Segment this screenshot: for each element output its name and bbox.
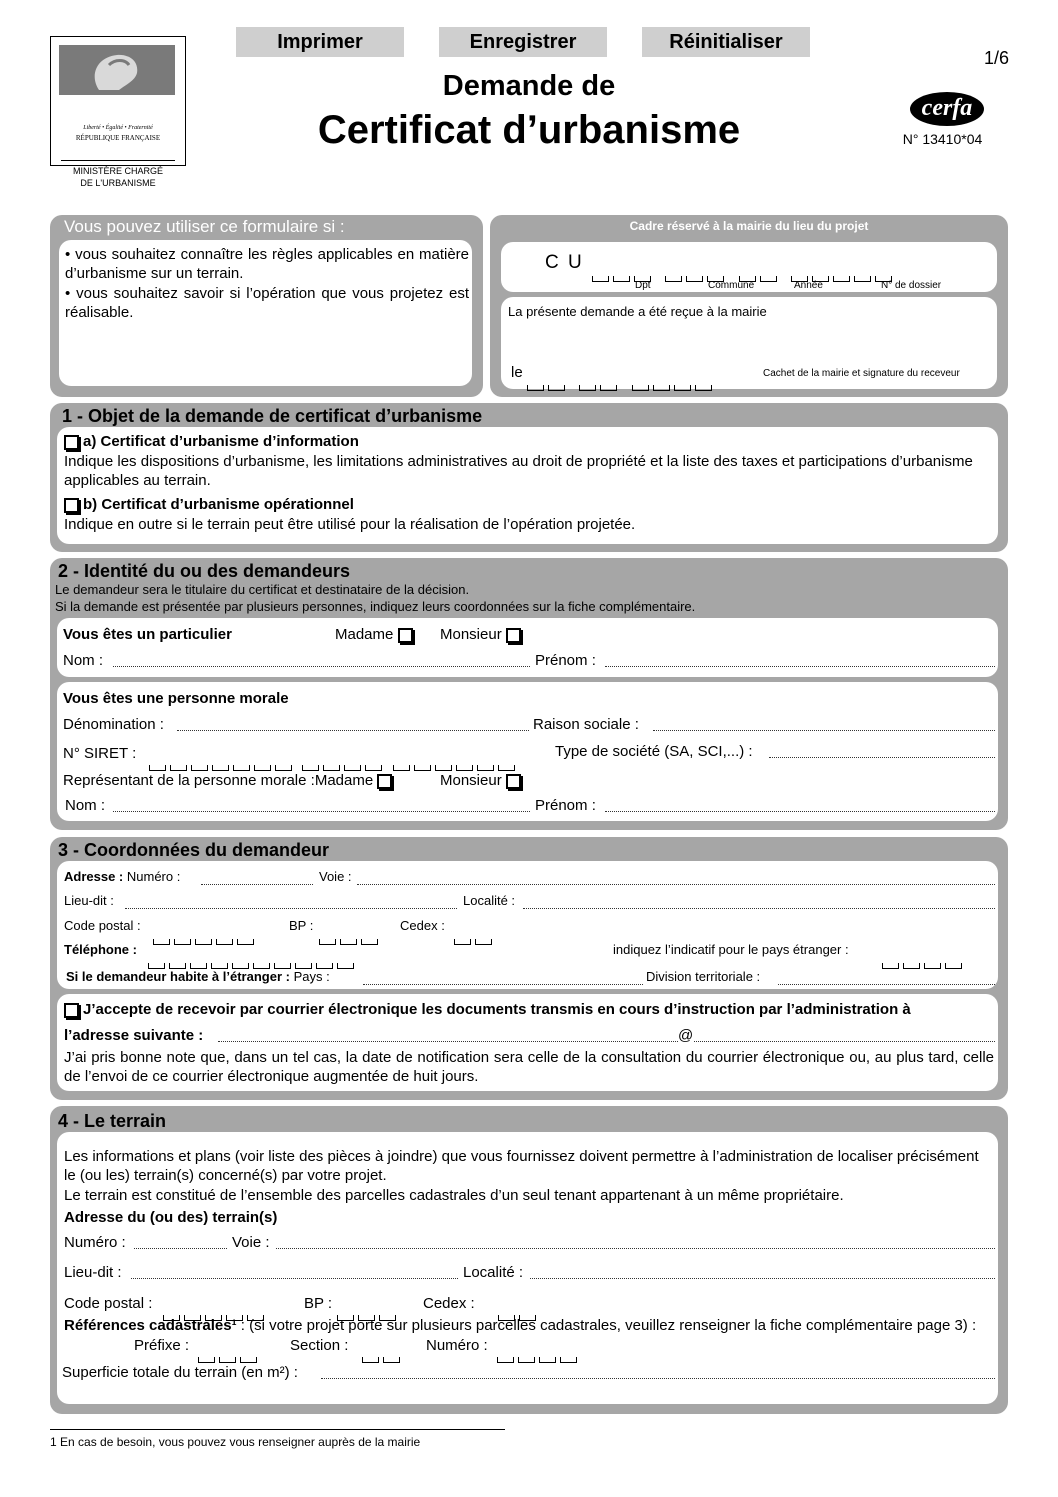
print-button[interactable]: Imprimer bbox=[236, 27, 404, 57]
telephone-boxes[interactable] bbox=[148, 951, 354, 969]
intro-panel bbox=[50, 215, 483, 397]
numero-parcelle-label: Numéro : bbox=[426, 1337, 488, 1354]
ministry-name: MINISTÈRE CHARGÉ DE L'URBANISME bbox=[61, 160, 175, 194]
footnote-rule bbox=[50, 1429, 505, 1430]
checkbox-icon[interactable] bbox=[64, 1003, 79, 1018]
received-text: La présente demande a été reçue à la mairie bbox=[508, 304, 767, 319]
cerfa-number: N° 13410*04 bbox=[902, 131, 983, 147]
cu-label: C U bbox=[545, 252, 584, 273]
section-1-panel bbox=[50, 403, 1008, 552]
numero-parcelle-boxes[interactable] bbox=[497, 1345, 577, 1363]
terrain-cedex-label: Cedex : bbox=[423, 1295, 475, 1312]
date-label: le bbox=[511, 364, 523, 381]
nom-label: Nom : bbox=[63, 652, 104, 669]
monsieur-option[interactable]: Monsieur bbox=[440, 625, 525, 644]
received-date-boxes[interactable] bbox=[527, 373, 712, 391]
voie-label: Voie : bbox=[319, 869, 352, 884]
section-2-note-1: Le demandeur sera le titulaire du certificat et destinataire de la décision. bbox=[55, 582, 470, 597]
republic-name: RÉPUBLIQUE FRANÇAISE bbox=[75, 134, 161, 142]
email-address-label: l’adresse suivante : bbox=[64, 1027, 204, 1044]
telephone-label: Téléphone : bbox=[64, 942, 137, 957]
terrain-paragraph-1: Les informations et plans (voir liste des pièces à joindre) que vous fournissez doivent permettre à l’administration de localiser précisément le (ou les) terrain(s) concerné(s) par votre projet. bbox=[64, 1148, 979, 1184]
adresse-voie-field[interactable] bbox=[357, 870, 995, 885]
email-box bbox=[57, 994, 998, 1091]
checkbox-icon[interactable] bbox=[64, 435, 79, 450]
intro-bullet-1: • vous souhaitez connaître les règles applicables en matière d’urbanisme sur un terrain. bbox=[65, 246, 469, 282]
superficie-label: Superficie totale du terrain (en m²) : bbox=[62, 1364, 298, 1381]
terrain-bp-label: BP : bbox=[304, 1295, 333, 1312]
email-consent-option[interactable]: J’accepte de recevoir par courrier électronique les documents transmis en cours d’instruction par l’administration à bbox=[64, 1000, 990, 1019]
localite-label: Localité : bbox=[463, 893, 516, 908]
denomination-field[interactable] bbox=[177, 716, 529, 731]
terrain-numero-label: Numéro : bbox=[64, 1234, 126, 1251]
stamp-label: Cachet de la mairie et signature du receveur bbox=[763, 368, 960, 379]
form-title-line1: Demande de bbox=[442, 70, 616, 102]
reset-button[interactable]: Réinitialiser bbox=[642, 27, 810, 57]
address-box bbox=[57, 861, 998, 989]
checkbox-icon[interactable] bbox=[398, 628, 413, 643]
particulier-label: Vous êtes un particulier bbox=[63, 626, 232, 643]
cerfa-logo: cerfa bbox=[910, 92, 984, 126]
bp-label: BP : bbox=[289, 918, 314, 933]
terrain-box bbox=[57, 1132, 998, 1404]
representant-nom-label: Nom : bbox=[65, 797, 106, 814]
adresse-numero-field[interactable] bbox=[201, 870, 313, 885]
republic-motto: Liberté • Égalité • Fraternité bbox=[83, 125, 153, 131]
section-boxes[interactable] bbox=[362, 1345, 400, 1363]
option-a-description: Indique les dispositions d’urbanisme, les limitations administratives au droit de propriété et la liste des taxes et participations d’urbanisme applicables au terrain. bbox=[64, 453, 973, 489]
division-label: Division territoriale : bbox=[646, 969, 761, 984]
terrain-voie-field[interactable] bbox=[276, 1234, 995, 1249]
intro-heading: Vous pouvez utiliser ce formulaire si : bbox=[64, 217, 345, 236]
prefixe-boxes[interactable] bbox=[198, 1345, 257, 1363]
siret-label: N° SIRET : bbox=[63, 745, 137, 762]
representant-monsieur-option[interactable]: Monsieur bbox=[440, 771, 525, 790]
particulier-box bbox=[57, 618, 998, 677]
ministry-logo bbox=[50, 36, 186, 188]
checkbox-icon[interactable] bbox=[377, 774, 392, 789]
section-1-title: 1 - Objet de la demande de certificat d’urbanisme bbox=[62, 406, 483, 426]
section-2-title: 2 - Identité du ou des demandeurs bbox=[58, 561, 351, 581]
terrain-codepostal-label: Code postal : bbox=[64, 1295, 153, 1312]
terrain-lieudit-label: Lieu-dit : bbox=[64, 1264, 122, 1281]
representant-prenom-label: Prénom : bbox=[535, 797, 596, 814]
email-domain-field[interactable] bbox=[694, 1027, 995, 1042]
codepostal-boxes[interactable] bbox=[153, 927, 254, 945]
section-3-title: 3 - Coordonnées du demandeur bbox=[58, 840, 330, 860]
terrain-paragraph-2: Le terrain est constitué de l’ensemble des parcelles cadastrales d’un seul tenant appartenant à un même propriétaire. bbox=[64, 1187, 844, 1204]
superficie-field[interactable] bbox=[321, 1364, 995, 1379]
terrain-voie-label: Voie : bbox=[232, 1234, 270, 1251]
mairie-heading: Cadre réservé à la mairie du lieu du projet bbox=[629, 219, 869, 233]
representant-label: Représentant de la personne morale :Madame bbox=[63, 771, 396, 790]
section-2-note-2: Si la demande est présentée par plusieurs personnes, indiquez leurs coordonnées sur la fiche complémentaire. bbox=[55, 599, 696, 614]
section-label: Section : bbox=[290, 1337, 349, 1354]
commune-label: Commune bbox=[708, 280, 755, 291]
cadastral-references: Références cadastrales¹ : (si votre projet porte sur plusieurs parcelles cadastrales, veuillez renseigner la fiche complémentaire page 3) : bbox=[64, 1317, 977, 1334]
localite-field[interactable] bbox=[523, 894, 995, 909]
option-b-description: Indique en outre si le terrain peut être utilisé pour la réalisation de l’opération projetée. bbox=[64, 516, 636, 533]
lieudit-field[interactable] bbox=[125, 894, 457, 909]
email-note: J’ai pris bonne note que, dans un tel cas, la date de notification sera celle de la consultation du courrier électronique ou, au plus tard, celle de l’envoi de ce courrier électronique augmentée de huit jours. bbox=[64, 1049, 994, 1085]
section-3-panel bbox=[50, 837, 1008, 1100]
checkbox-icon[interactable] bbox=[506, 774, 521, 789]
indicatif-label: indiquez l’indicatif pour le pays étranger : bbox=[613, 942, 849, 957]
section-4-title: 4 - Le terrain bbox=[58, 1111, 167, 1131]
save-button[interactable]: Enregistrer bbox=[439, 27, 607, 57]
terrain-address-heading: Adresse du (ou des) terrain(s) bbox=[64, 1209, 278, 1226]
division-field[interactable] bbox=[778, 970, 995, 985]
section-4-panel bbox=[50, 1106, 1008, 1414]
option-a[interactable]: a) Certificat d’urbanisme d’information bbox=[64, 432, 359, 451]
intro-bullet-2: • vous souhaitez savoir si l’opération que vous projetez est réalisable. bbox=[65, 285, 469, 321]
nom-field[interactable] bbox=[113, 652, 530, 667]
type-societe-field[interactable] bbox=[769, 743, 995, 758]
prenom-field[interactable] bbox=[605, 652, 995, 667]
lieudit-label: Lieu-dit : bbox=[64, 893, 114, 908]
annee-label: Année bbox=[794, 280, 823, 291]
terrain-numero-field[interactable] bbox=[134, 1234, 227, 1249]
checkbox-icon[interactable] bbox=[506, 628, 521, 643]
cedex-label: Cedex : bbox=[400, 918, 445, 933]
footnote: 1 En cas de besoin, vous pouvez vous renseigner auprès de la mairie bbox=[50, 1435, 421, 1449]
section-2-panel bbox=[50, 558, 1008, 830]
terrain-lieudit-field[interactable] bbox=[131, 1264, 458, 1279]
prenom-label: Prénom : bbox=[535, 652, 596, 669]
bp-boxes[interactable] bbox=[319, 927, 378, 945]
siret-boxes[interactable] bbox=[149, 753, 515, 771]
dpt-label: Dpt bbox=[635, 280, 651, 291]
cedex-boxes[interactable] bbox=[454, 927, 492, 945]
option-b[interactable]: b) Certificat d’urbanisme opérationnel bbox=[64, 495, 354, 514]
denomination-label: Dénomination : bbox=[63, 716, 164, 733]
pays-field[interactable] bbox=[363, 970, 643, 985]
dossier-label: N° de dossier bbox=[881, 280, 942, 291]
email-user-field[interactable] bbox=[218, 1027, 678, 1042]
madame-option[interactable]: Madame bbox=[335, 625, 417, 644]
checkbox-icon[interactable] bbox=[64, 498, 79, 513]
form-title-line2: Certificat d’urbanisme bbox=[317, 108, 741, 152]
marianne-logo-image bbox=[59, 45, 175, 95]
indicatif-boxes[interactable] bbox=[882, 951, 962, 969]
morale-label: Vous êtes une personne morale bbox=[63, 690, 289, 707]
adresse-line: Adresse : Numéro : bbox=[64, 869, 181, 884]
etranger-line: Si le demandeur habite à l’étranger : Pays : bbox=[66, 969, 330, 984]
page-number: 1/6 bbox=[983, 48, 1009, 68]
at-sign: @ bbox=[678, 1027, 694, 1044]
type-societe-label: Type de société (SA, SCI,...) : bbox=[555, 743, 753, 760]
morale-box bbox=[57, 682, 998, 821]
codepostal-label: Code postal : bbox=[64, 918, 141, 933]
prefixe-label: Préfixe : bbox=[134, 1337, 190, 1354]
raison-label: Raison sociale : bbox=[533, 716, 639, 733]
terrain-localite-field[interactable] bbox=[530, 1264, 995, 1279]
representant-nom-field[interactable] bbox=[113, 797, 530, 812]
raison-field[interactable] bbox=[653, 716, 995, 731]
representant-prenom-field[interactable] bbox=[605, 797, 995, 812]
mairie-panel bbox=[490, 215, 1008, 397]
terrain-localite-label: Localité : bbox=[463, 1264, 524, 1281]
